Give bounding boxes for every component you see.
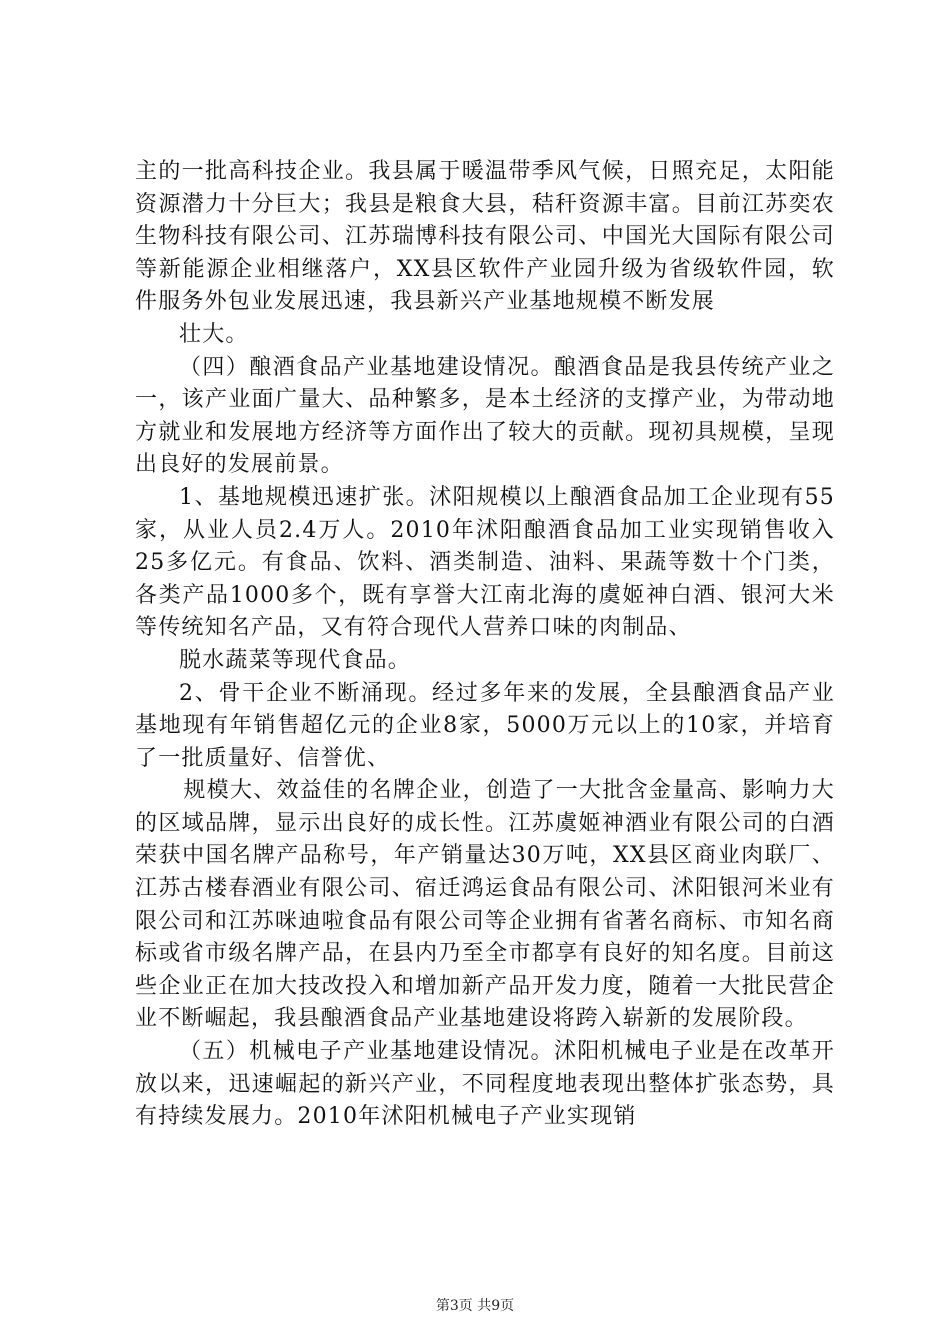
item-2-paragraph: 2、骨干企业不断涌现。经过多年来的发展，全县酿酒食品产业基地现有年销售超亿元的企业8家，5000万元以上的10家，并培育了一批质量好、信誉优、 [135,680,835,771]
section-5-paragraph: （五）机械电子产业基地建设情况。沭阳机械电子业是在改革开放以来，迅速崛起的新兴产业，不同程度地表现出整体扩张态势，具有持续发展力。2010年沭阳机械电子产业实现销 [135,1039,835,1130]
paragraph-continuation: 主的一批高科技企业。我县属于暖温带季风气候，日照充足，太阳能资源潜力十分巨大；我县是粮食大县，秸秆资源丰富。目前江苏奕农生物科技有限公司、江苏瑞博科技有限公司、中国光大国际有限公司等新能源企业相继落户，XX县区软件产业园升级为省级软件园，软件服务外包业发展迅速，我县新兴产业基地规模不断发展 [135,159,835,315]
paragraph-continuation: 规模大、效益佳的名牌企业，创造了一大批含金量高、影响力大的区域品牌，显示出良好的成长性。江苏虞姬神酒业有限公司的白酒荣获中国名牌产品称号，年产销量达30万吨，XX县区商业肉联厂、江苏古楼春酒业有限公司、宿迁鸿运食品有限公司、沭阳银河米业有限公司和江苏咪迪啦食品有限公司等企业拥有省著名商标、市知名商标或省市级名牌产品，在县内乃至全市都享有良好的知名度。目前这些企业正在加大技改投入和增加新产品开发力度，随着一大批民营企业不断崛起，我县酿酒食品产业基地建设将跨入崭新的发展阶段。 [135,778,835,1032]
body-text [135,156,835,1134]
paragraph-fragment: 壮大。 [179,321,249,347]
item-1-paragraph: 1、基地规模迅速扩张。沭阳规模以上酿酒食品加工企业现有55家，从业人员2.4万人。2010年沭阳酿酒食品加工业实现销售收入25多亿元。有食品、饮料、酒类制造、油料、果蔬等数十个门类，各类产品1000多个，既有享誉大江南北海的虞姬神白酒、银河大米等传统知名产品，又有符合现代人营养口味的肉制品、 [135,484,835,641]
paragraph-fragment: 脱水蔬菜等现代食品。 [179,647,412,673]
section-4-paragraph: （四）酿酒食品产业基地建设情况。酿酒食品是我县传统产业之一，该产业面广量大、品种繁多，是本土经济的支撑产业，为带动地方就业和发展地方经济等方面作出了较大的贡献。现初具规模，呈现出良好的发展前景。 [135,354,835,478]
page-number-footer: 第3页 共9页 [435,1298,515,1314]
